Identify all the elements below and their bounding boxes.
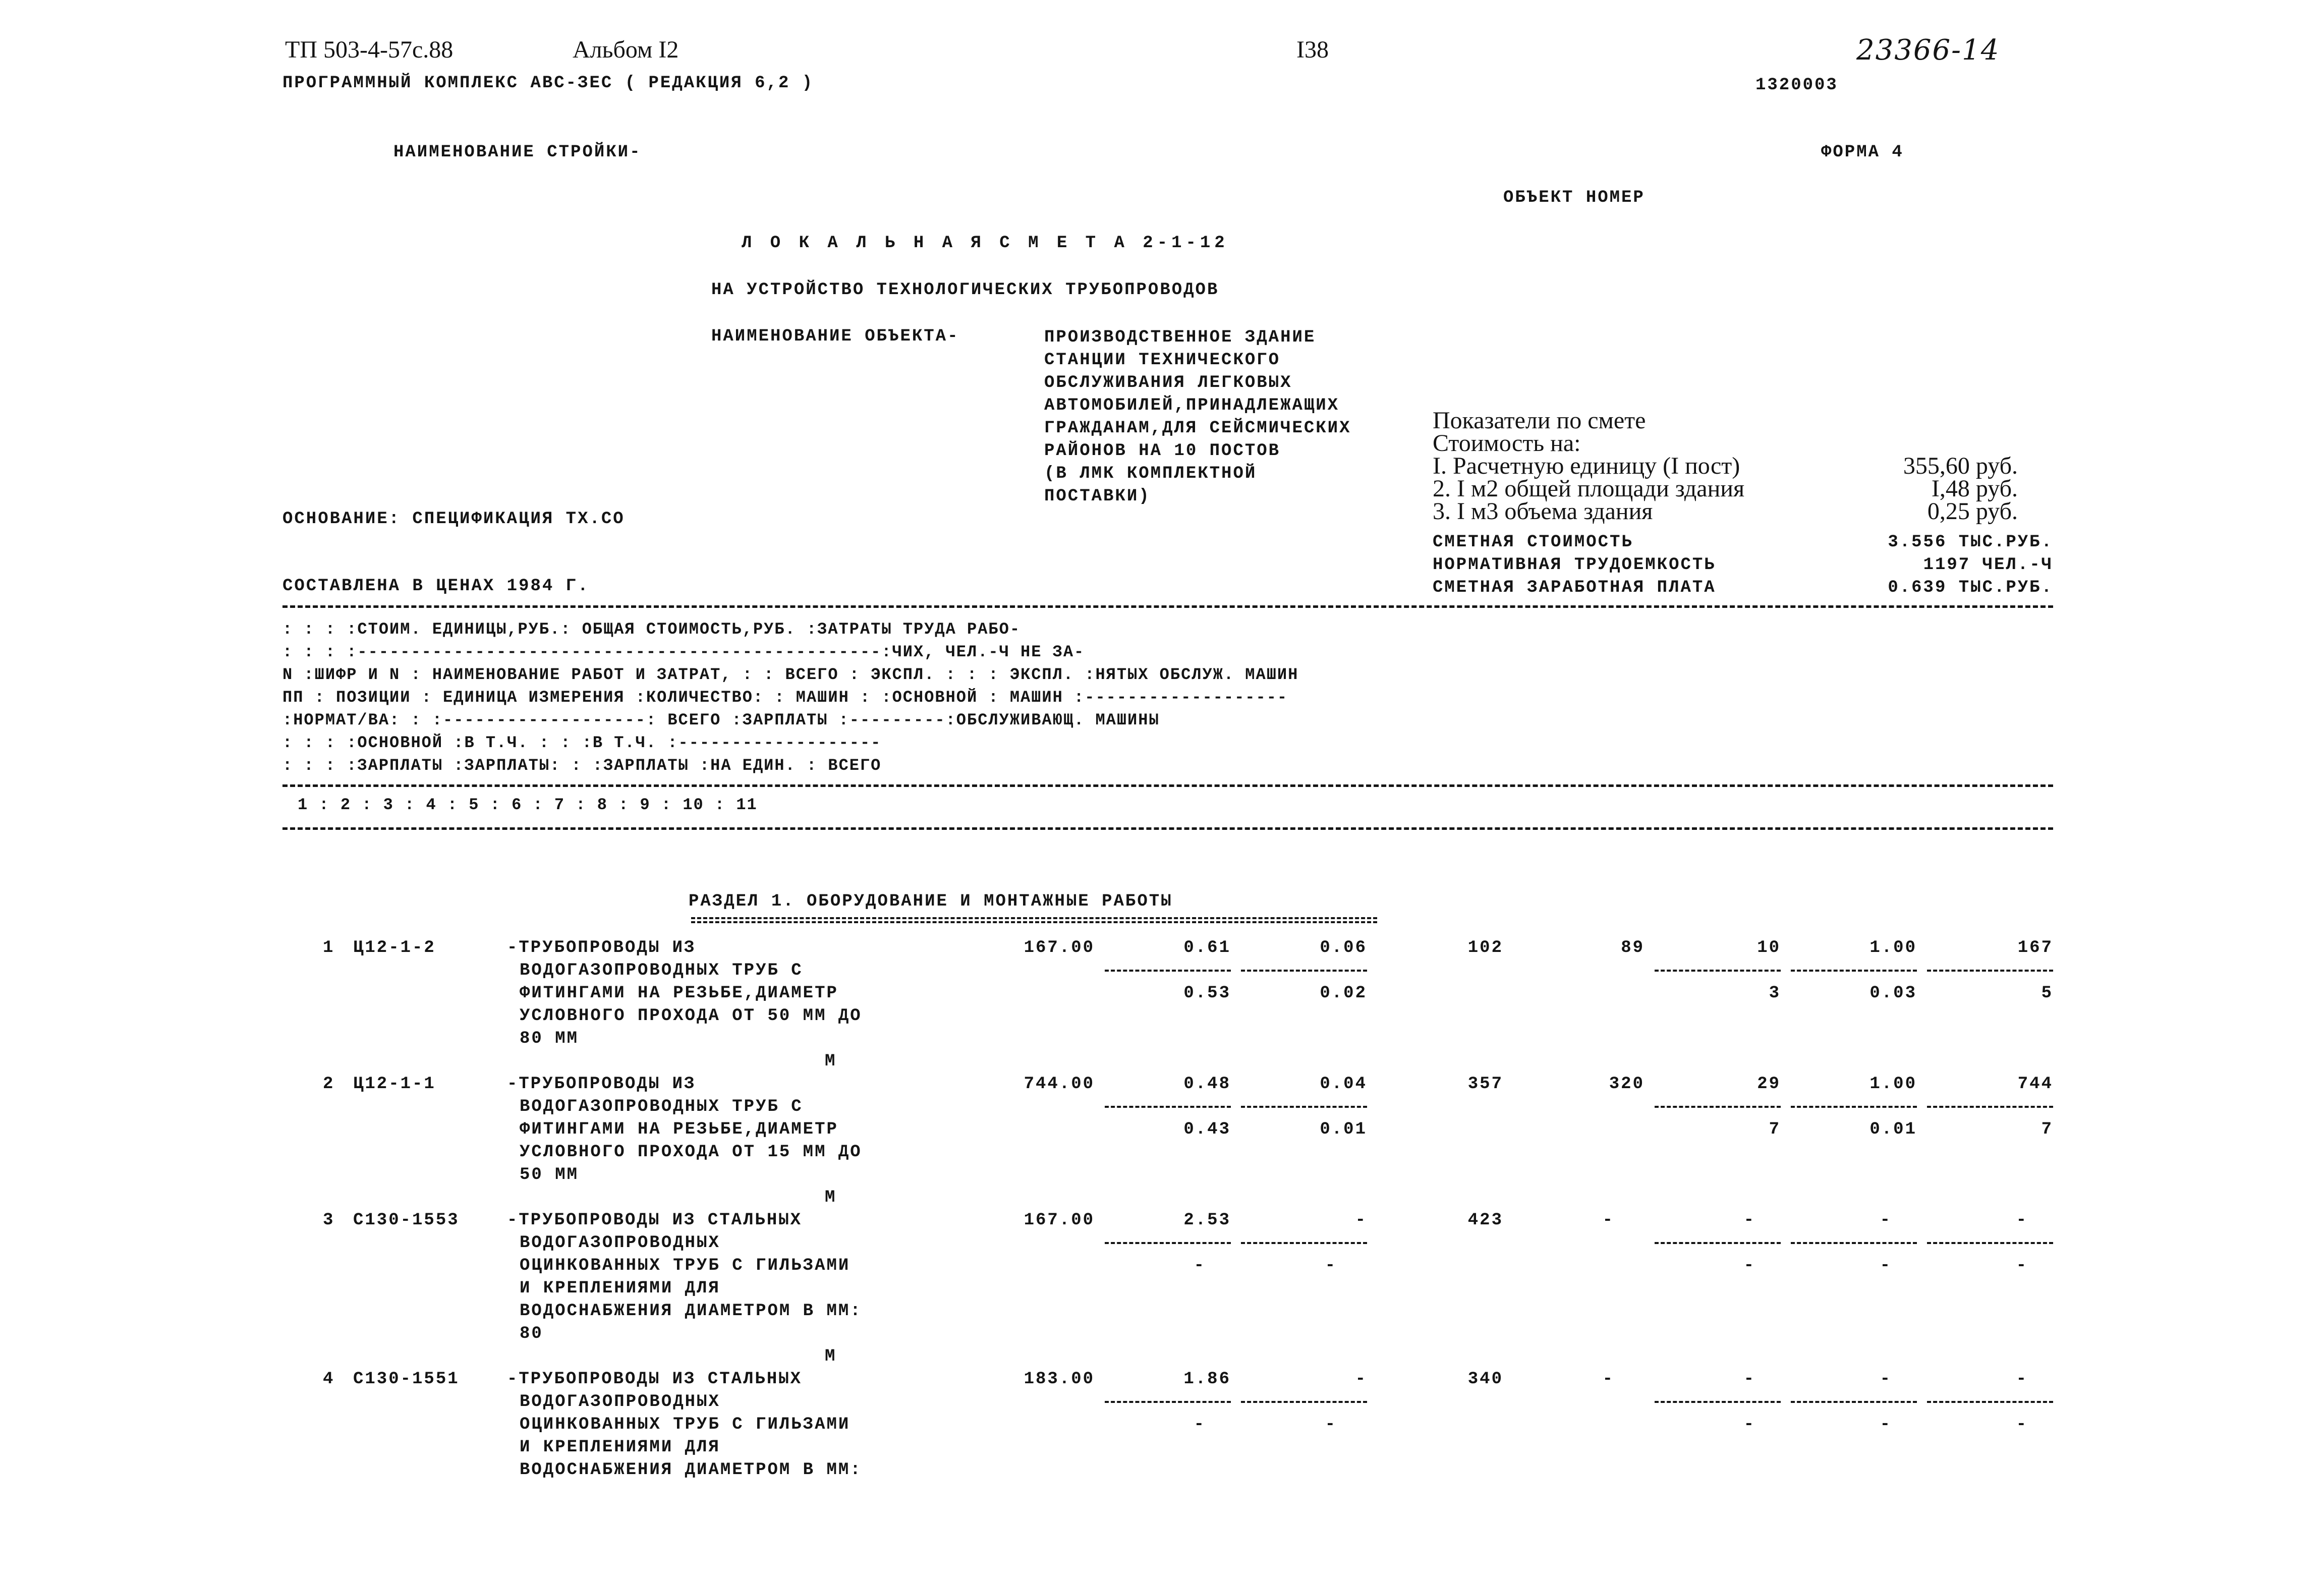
indicators-cost-on: Стоимость на:	[1433, 430, 1581, 457]
cell-divider	[1105, 970, 1231, 972]
row-total-cost: 357	[1467, 1075, 1503, 1094]
row-base-salary: 89	[1621, 938, 1645, 957]
row-name-line: ВОДОГАЗОПРОВОДНЫХ	[520, 1233, 720, 1253]
row-machine-labor-unit: 0.03	[1869, 984, 1917, 1003]
row-number: 2	[323, 1075, 335, 1094]
row-machine-salary-unit: 0.02	[1320, 984, 1367, 1003]
row-number: 1	[323, 938, 335, 957]
cell-divider	[1927, 1401, 2053, 1403]
row-name-line: УСЛОВНОГО ПРОХОДА ОТ 15 ММ ДО	[520, 1143, 862, 1162]
page-number: I38	[1296, 36, 1329, 63]
row-code: С130-1553	[353, 1211, 460, 1230]
row-machine-labor-unit: -	[1880, 1256, 1892, 1275]
row-name-line: ВОДОГАЗОПРОВОДНЫХ	[520, 1392, 720, 1412]
row-machine-salary: 7	[1769, 1120, 1781, 1139]
row-machine-salary: 3	[1769, 984, 1781, 1003]
row-number: 4	[323, 1370, 335, 1389]
row-name-line: 80	[520, 1324, 543, 1343]
row-unit-cost-machine: 0.06	[1320, 938, 1367, 957]
row-base-salary-unit: -	[1194, 1415, 1206, 1434]
row-machine-salary-unit: 0.01	[1320, 1120, 1367, 1139]
table-header-line: N :ШИФР И N : НАИМЕНОВАНИЕ РАБОТ И ЗАТРАТ, : : ВСЕГО : ЭКСПЛ. : : : ЭКСПЛ. :НЯТЫХ ОБСЛУЖ. МАШИН	[282, 665, 1299, 684]
column-numbers: 1 : 2 : 3 : 4 : 5 : 6 : 7 : 8 : 9 : 10 : 11	[298, 796, 758, 814]
form-label: ФОРМА 4	[1821, 143, 1904, 162]
row-base-salary: -	[1602, 1370, 1614, 1389]
row-name-line: ВОДОГАЗОПРОВОДНЫХ ТРУБ С	[520, 961, 803, 980]
indicator-value: I,48 руб.	[1931, 475, 2018, 502]
row-labor-total: -	[2016, 1370, 2028, 1389]
row-name-line: ВОДОГАЗОПРОВОДНЫХ ТРУБ С	[520, 1097, 803, 1116]
row-labor-total: 167	[2017, 938, 2053, 957]
row-name-line: УСЛОВНОГО ПРОХОДА ОТ 50 ММ ДО	[520, 1006, 862, 1026]
row-labor-unit: 1.00	[1869, 1075, 1917, 1094]
table-header-line: : : : :-------------------------------------------------:ЧИХ, ЧЕЛ.-Ч НЕ ЗА-	[282, 643, 1085, 661]
row-number: 3	[323, 1211, 335, 1230]
cell-divider	[1655, 1106, 1781, 1108]
row-name-line: 80 ММ	[520, 1029, 579, 1048]
indicator-label: I. Расчетную единицу (I пост)	[1433, 453, 1740, 479]
object-name-line: ПРОИЗВОДСТВЕННОЕ ЗДАНИЕ	[1044, 328, 1316, 347]
row-machine-cost: 29	[1757, 1075, 1781, 1094]
summary-value: 1197 ЧЕЛ.-Ч	[1923, 555, 2053, 575]
table-top-rule	[282, 605, 2053, 608]
row-name-line: -ТРУБОПРОВОДЫ ИЗ	[507, 938, 696, 957]
row-quantity: 167.00	[1024, 1211, 1095, 1230]
row-code: Ц12-1-2	[353, 938, 436, 957]
object-name-line: СТАНЦИИ ТЕХНИЧЕСКОГО	[1044, 351, 1281, 370]
row-machine-labor-total: -	[2016, 1256, 2028, 1275]
summary-label: НОРМАТИВНАЯ ТРУДОЕМКОСТЬ	[1433, 555, 1716, 575]
row-unit-cost-machine: 0.04	[1320, 1075, 1367, 1094]
row-labor-total: -	[2016, 1211, 2028, 1230]
cell-divider	[1927, 1242, 2053, 1244]
summary-label: СМЕТНАЯ СТОИМОСТЬ	[1433, 533, 1633, 552]
object-name-line: (В ЛМК КОМПЛЕКТНОЙ	[1044, 464, 1257, 483]
cell-divider	[1241, 970, 1367, 972]
row-code: С130-1551	[353, 1370, 460, 1389]
row-unit-cost-total: 0.61	[1183, 938, 1231, 957]
row-unit-cost-total: 0.48	[1183, 1075, 1231, 1094]
row-unit-cost-machine: -	[1355, 1370, 1367, 1389]
cell-divider	[1927, 970, 2053, 972]
summary-label: СМЕТНАЯ ЗАРАБОТНАЯ ПЛАТА	[1433, 578, 1716, 597]
row-machine-cost: 10	[1757, 938, 1781, 957]
section-underline	[691, 917, 1377, 923]
cell-divider	[1241, 1242, 1367, 1244]
summary-value: 0.639 ТЫС.РУБ.	[1888, 578, 2053, 597]
cell-divider	[1791, 970, 1917, 972]
cell-divider	[1791, 1401, 1917, 1403]
object-name-label: НАИМЕНОВАНИЕ ОБЪЕКТА-	[711, 327, 959, 346]
row-machine-salary: -	[1743, 1256, 1755, 1275]
row-quantity: 167.00	[1024, 938, 1095, 957]
table-header-line: : : : :ЗАРПЛАТЫ :ЗАРПЛАТЫ: : :ЗАРПЛАТЫ :НА ЕДИН. : ВСЕГО	[282, 756, 882, 775]
row-quantity: 183.00	[1024, 1370, 1095, 1389]
cell-divider	[1655, 1242, 1781, 1244]
row-name-line: -ТРУБОПРОВОДЫ ИЗ СТАЛЬНЫХ	[507, 1211, 803, 1230]
row-machine-labor-unit: -	[1880, 1415, 1892, 1434]
row-machine-salary-unit: -	[1325, 1256, 1337, 1275]
row-unit: М	[825, 1347, 837, 1366]
table-header-line: :НОРМАТ/ВА: : :-------------------: ВСЕГО :ЗАРПЛАТЫ :---------:ОБСЛУЖИВАЮЩ. МАШИНЫ	[282, 711, 1160, 729]
row-machine-salary: -	[1743, 1415, 1755, 1434]
object-name-line: ГРАЖДАНАМ,ДЛЯ СЕЙСМИЧЕСКИХ	[1044, 419, 1351, 438]
indicators-heading: Показатели по смете	[1433, 407, 1646, 434]
estimate-title: Л О К А Л Ь Н А Я С М Е Т А 2-1-12	[742, 234, 1229, 253]
row-unit: М	[825, 1188, 837, 1207]
object-name-line: ОБСЛУЖИВАНИЯ ЛЕГКОВЫХ	[1044, 373, 1292, 392]
cell-divider	[1241, 1401, 1367, 1403]
row-machine-cost: -	[1743, 1370, 1755, 1389]
table-header-line: ПП : ПОЗИЦИИ : ЕДИНИЦА ИЗМЕРЕНИЯ :КОЛИЧЕСТВО: : МАШИН : :ОСНОВНОЙ : МАШИН :-------------------	[282, 688, 1288, 707]
row-unit-cost-machine: -	[1355, 1211, 1367, 1230]
column-numbers-rule	[282, 827, 2053, 830]
header-rule	[282, 784, 2053, 787]
row-code: Ц12-1-1	[353, 1075, 436, 1094]
row-machine-labor-unit: 0.01	[1869, 1120, 1917, 1139]
section-title: РАЗДЕЛ 1. ОБОРУДОВАНИЕ И МОНТАЖНЫЕ РАБОТЫ	[689, 892, 1173, 911]
row-base-salary-unit: 0.53	[1183, 984, 1231, 1003]
row-unit-cost-total: 1.86	[1183, 1370, 1231, 1389]
row-name-line: ВОДОСНАБЖЕНИЯ ДИАМЕТРОМ В ММ:	[520, 1302, 862, 1321]
table-header-line: : : : :СТОИМ. ЕДИНИЦЫ,РУБ.: ОБЩАЯ СТОИМОСТЬ,РУБ. :ЗАТРАТЫ ТРУДА РАБО-	[282, 620, 1021, 639]
row-base-salary-unit: 0.43	[1183, 1120, 1231, 1139]
cell-divider	[1655, 1401, 1781, 1403]
row-base-salary: 320	[1609, 1075, 1645, 1094]
object-name-line: АВТОМОБИЛЕЙ,ПРИНАДЛЕЖАЩИХ	[1044, 396, 1340, 415]
construction-label: НАИМЕНОВАНИЕ СТРОЙКИ-	[393, 143, 642, 162]
indicator-value: 355,60 руб.	[1903, 453, 2018, 479]
row-total-cost: 102	[1467, 938, 1503, 957]
estimate-subtitle: НА УСТРОЙСТВО ТЕХНОЛОГИЧЕСКИХ ТРУБОПРОВОДОВ	[711, 280, 1219, 300]
row-labor-unit: -	[1880, 1370, 1892, 1389]
project-code: ТП 503-4-57с.88	[285, 36, 454, 63]
album-label: Альбом I2	[573, 36, 679, 63]
indicator-label: 2. I м2 общей площади здания	[1433, 475, 1745, 502]
object-name-line: ПОСТАВКИ)	[1044, 487, 1151, 506]
program-line: ПРОГРАММНЫЙ КОМПЛЕКС АВС-ЗЕС ( РЕДАКЦИЯ 6,2 )	[282, 74, 814, 93]
row-name-line: И КРЕПЛЕНИЯМИ ДЛЯ	[520, 1279, 720, 1298]
cell-divider	[1927, 1106, 2053, 1108]
row-name-line: ФИТИНГАМИ НА РЕЗЬБЕ,ДИАМЕТР	[520, 1120, 838, 1139]
row-total-cost: 340	[1467, 1370, 1503, 1389]
row-name-line: 50 ММ	[520, 1165, 579, 1185]
cell-divider	[1105, 1401, 1231, 1403]
row-name-line: ФИТИНГАМИ НА РЕЗЬБЕ,ДИАМЕТР	[520, 984, 838, 1003]
indicator-value: 0,25 руб.	[1927, 498, 2018, 525]
cell-divider	[1791, 1242, 1917, 1244]
indicator-label: 3. I м3 объема здания	[1433, 498, 1653, 525]
row-name-line: И КРЕПЛЕНИЯМИ ДЛЯ	[520, 1438, 720, 1457]
row-name-line: ОЦИНКОВАННЫХ ТРУБ С ГИЛЬЗАМИ	[520, 1256, 851, 1275]
row-name-line: ОЦИНКОВАННЫХ ТРУБ С ГИЛЬЗАМИ	[520, 1415, 851, 1434]
row-unit: М	[825, 1052, 837, 1071]
basis-line: ОСНОВАНИЕ: СПЕЦИФИКАЦИЯ ТХ.СО	[282, 510, 625, 529]
row-machine-salary-unit: -	[1325, 1415, 1337, 1434]
cell-divider	[1791, 1106, 1917, 1108]
object-number-label: ОБЪЕКТ НОМЕР	[1503, 188, 1645, 207]
prices-line: СОСТАВЛЕНА В ЦЕНАХ 1984 Г.	[282, 577, 590, 596]
row-base-salary-unit: -	[1194, 1256, 1206, 1275]
handwritten-code: 23366-14	[1856, 34, 2000, 67]
cell-divider	[1105, 1242, 1231, 1244]
summary-value: 3.556 ТЫС.РУБ.	[1888, 533, 2053, 552]
row-base-salary: -	[1602, 1211, 1614, 1230]
row-name-line: -ТРУБОПРОВОДЫ ИЗ СТАЛЬНЫХ	[507, 1370, 803, 1389]
row-labor-unit: -	[1880, 1211, 1892, 1230]
cell-divider	[1241, 1106, 1367, 1108]
object-name-line: РАЙОНОВ НА 10 ПОСТОВ	[1044, 441, 1281, 461]
row-machine-cost: -	[1743, 1211, 1755, 1230]
row-name-line: ВОДОСНАБЖЕНИЯ ДИАМЕТРОМ В ММ:	[520, 1460, 862, 1480]
row-quantity: 744.00	[1024, 1075, 1095, 1094]
program-code: 1320003	[1755, 76, 1838, 95]
cell-divider	[1105, 1106, 1231, 1108]
row-machine-labor-total: 5	[2041, 984, 2053, 1003]
row-name-line: -ТРУБОПРОВОДЫ ИЗ	[507, 1075, 696, 1094]
row-labor-total: 744	[2017, 1075, 2053, 1094]
row-unit-cost-total: 2.53	[1183, 1211, 1231, 1230]
row-machine-labor-total: 7	[2041, 1120, 2053, 1139]
row-total-cost: 423	[1467, 1211, 1503, 1230]
cell-divider	[1655, 970, 1781, 972]
table-header-line: : : : :ОСНОВНОЙ :В Т.Ч. : : :В Т.Ч. :-------------------	[282, 734, 882, 752]
row-labor-unit: 1.00	[1869, 938, 1917, 957]
row-machine-labor-total: -	[2016, 1415, 2028, 1434]
